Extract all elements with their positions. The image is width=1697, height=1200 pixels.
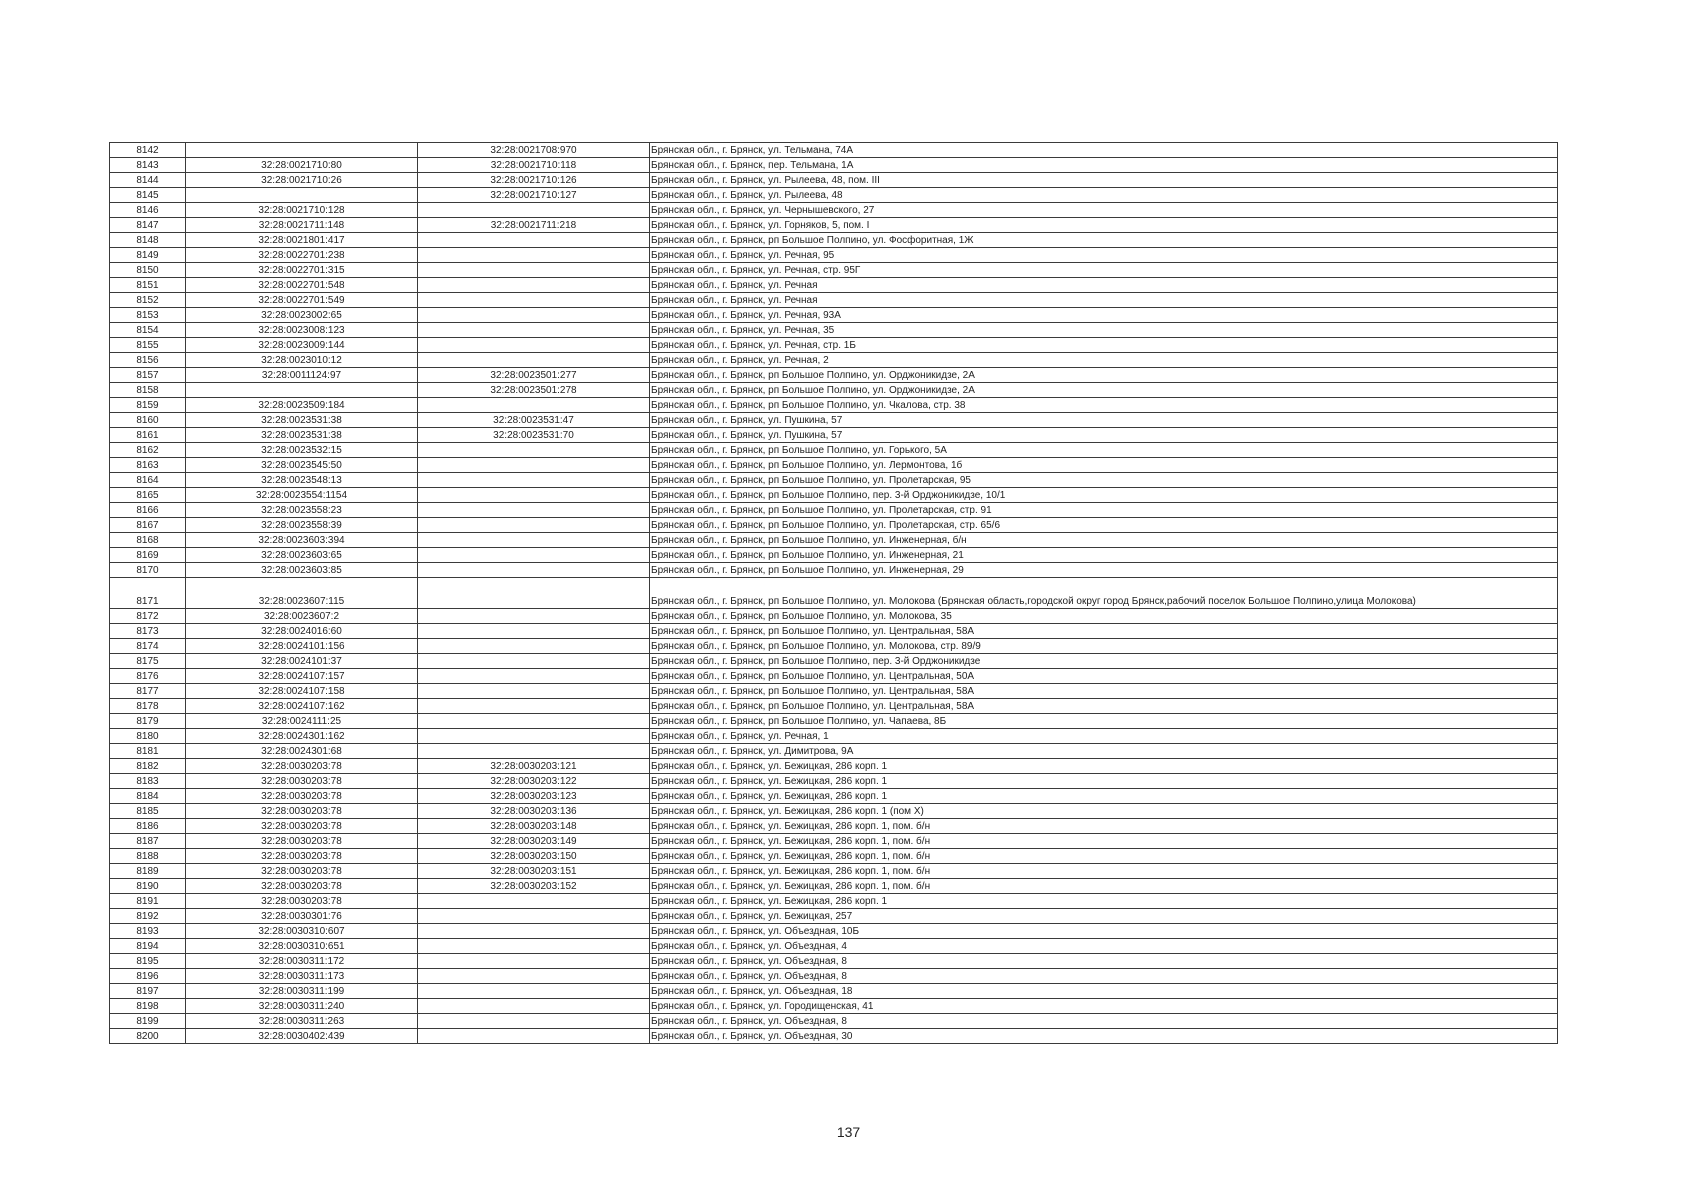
land-cadastral-number-cell: 32:28:0024301:162	[186, 729, 418, 744]
land-cadastral-number-cell: 32:28:0023531:38	[186, 428, 418, 443]
land-cadastral-number-cell: 32:28:0030311:172	[186, 954, 418, 969]
row-number-cell: 8180	[110, 729, 186, 744]
row-number-cell: 8155	[110, 338, 186, 353]
table-row	[110, 443, 1558, 458]
land-cadastral-number-cell	[186, 188, 418, 203]
land-cadastral-number-cell: 32:28:0021711:148	[186, 218, 418, 233]
land-cadastral-number-cell: 32:28:0021801:417	[186, 233, 418, 248]
address-cell: Брянская обл., г. Брянск, ул. Димитрова, 9А	[650, 744, 1558, 759]
address-cell: Брянская обл., г. Брянск, рп Большое Полпино, ул. Пролетарская, стр. 91	[650, 503, 1558, 518]
address-cell: Брянская обл., г. Брянск, рп Большое Полпино, ул. Молокова, 35	[650, 609, 1558, 624]
address-cell: Брянская обл., г. Брянск, ул. Чернышевского, 27	[650, 203, 1558, 218]
building-cadastral-number-cell	[418, 473, 650, 488]
address-cell: Брянская обл., г. Брянск, ул. Объездная, 30	[650, 1029, 1558, 1044]
row-number-cell: 8150	[110, 263, 186, 278]
building-cadastral-number-cell: 32:28:0023501:277	[418, 368, 650, 383]
row-number-cell: 8185	[110, 804, 186, 819]
table-row	[110, 308, 1558, 323]
address-cell: Брянская обл., г. Брянск, ул. Бежицкая, 286 корп. 1, пом. б/н	[650, 849, 1558, 864]
row-number-cell: 8142	[110, 143, 186, 158]
table-row	[110, 759, 1558, 774]
address-cell: Брянская обл., г. Брянск, рп Большое Полпино, ул. Инженерная, б/н	[650, 533, 1558, 548]
address-cell: Брянская обл., г. Брянск, ул. Речная, 1	[650, 729, 1558, 744]
building-cadastral-number-cell: 32:28:0023501:278	[418, 383, 650, 398]
building-cadastral-number-cell	[418, 1029, 650, 1044]
building-cadastral-number-cell: 32:28:0030203:136	[418, 804, 650, 819]
address-cell: Брянская обл., г. Брянск, рп Большое Полпино, пер. 3-й Орджоникидзе	[650, 654, 1558, 669]
building-cadastral-number-cell: 32:28:0030203:152	[418, 879, 650, 894]
building-cadastral-number-cell	[418, 458, 650, 473]
address-cell: Брянская обл., г. Брянск, рп Большое Полпино, ул. Центральная, 58А	[650, 624, 1558, 639]
building-cadastral-number-cell: 32:28:0030203:151	[418, 864, 650, 879]
address-cell: Брянская обл., г. Брянск, ул. Бежицкая, 286 корп. 1	[650, 774, 1558, 789]
building-cadastral-number-cell	[418, 984, 650, 999]
row-number-cell: 8149	[110, 248, 186, 263]
building-cadastral-number-cell	[418, 699, 650, 714]
row-number-cell: 8151	[110, 278, 186, 293]
building-cadastral-number-cell	[418, 488, 650, 503]
land-cadastral-number-cell: 32:28:0023002:65	[186, 308, 418, 323]
table-row	[110, 173, 1558, 188]
building-cadastral-number-cell	[418, 639, 650, 654]
land-cadastral-number-cell: 32:28:0024107:162	[186, 699, 418, 714]
row-number-cell: 8188	[110, 849, 186, 864]
address-cell: Брянская обл., г. Брянск, ул. Бежицкая, 257	[650, 909, 1558, 924]
row-number-cell: 8175	[110, 654, 186, 669]
row-number-cell: 8164	[110, 473, 186, 488]
address-cell: Брянская обл., г. Брянск, рп Большое Полпино, ул. Пролетарская, стр. 65/6	[650, 518, 1558, 533]
table-row	[110, 248, 1558, 263]
address-cell: Брянская обл., г. Брянск, рп Большое Полпино, пер. 3-й Орджоникидзе, 10/1	[650, 488, 1558, 503]
table-row	[110, 654, 1558, 669]
table-row	[110, 578, 1558, 609]
row-number-cell: 8197	[110, 984, 186, 999]
land-cadastral-number-cell: 32:28:0030203:78	[186, 819, 418, 834]
land-cadastral-number-cell: 32:28:0023554:1154	[186, 488, 418, 503]
row-number-cell: 8195	[110, 954, 186, 969]
land-cadastral-number-cell: 32:28:0023010:12	[186, 353, 418, 368]
building-cadastral-number-cell: 32:28:0030203:148	[418, 819, 650, 834]
building-cadastral-number-cell	[418, 969, 650, 984]
address-cell: Брянская обл., г. Брянск, рп Большое Полпино, ул. Инженерная, 29	[650, 563, 1558, 578]
address-cell: Брянская обл., г. Брянск, ул. Речная, стр. 95Г	[650, 263, 1558, 278]
row-number-cell: 8166	[110, 503, 186, 518]
building-cadastral-number-cell: 32:28:0030203:121	[418, 759, 650, 774]
land-cadastral-number-cell: 32:28:0030203:78	[186, 789, 418, 804]
address-cell: Брянская обл., г. Брянск, ул. Рылеева, 48	[650, 188, 1558, 203]
row-number-cell: 8169	[110, 548, 186, 563]
row-number-cell: 8199	[110, 1014, 186, 1029]
building-cadastral-number-cell	[418, 954, 650, 969]
land-cadastral-number-cell: 32:28:0030203:78	[186, 774, 418, 789]
table-row	[110, 218, 1558, 233]
land-cadastral-number-cell: 32:28:0024101:37	[186, 654, 418, 669]
land-cadastral-number-cell: 32:28:0023603:65	[186, 548, 418, 563]
row-number-cell: 8171	[110, 578, 186, 609]
table-row	[110, 939, 1558, 954]
address-cell: Брянская обл., г. Брянск, ул. Речная, 95	[650, 248, 1558, 263]
address-cell: Брянская обл., г. Брянск, ул. Речная, 93А	[650, 308, 1558, 323]
building-cadastral-number-cell	[418, 308, 650, 323]
land-cadastral-number-cell	[186, 383, 418, 398]
building-cadastral-number-cell	[418, 278, 650, 293]
table-row	[110, 804, 1558, 819]
building-cadastral-number-cell	[418, 443, 650, 458]
address-cell: Брянская обл., г. Брянск, рп Большое Полпино, ул. Орджоникидзе, 2А	[650, 368, 1558, 383]
row-number-cell: 8152	[110, 293, 186, 308]
table-row	[110, 428, 1558, 443]
table-row	[110, 203, 1558, 218]
address-cell: Брянская обл., г. Брянск, ул. Городищенская, 41	[650, 999, 1558, 1014]
building-cadastral-number-cell	[418, 624, 650, 639]
building-cadastral-number-cell	[418, 999, 650, 1014]
table-row	[110, 624, 1558, 639]
building-cadastral-number-cell	[418, 714, 650, 729]
row-number-cell: 8192	[110, 909, 186, 924]
address-cell: Брянская обл., г. Брянск, ул. Бежицкая, 286 корп. 1, пом. б/н	[650, 819, 1558, 834]
land-cadastral-number-cell: 32:28:0023603:85	[186, 563, 418, 578]
land-cadastral-number-cell: 32:28:0030311:173	[186, 969, 418, 984]
building-cadastral-number-cell	[418, 744, 650, 759]
row-number-cell: 8148	[110, 233, 186, 248]
table-row	[110, 729, 1558, 744]
table-row	[110, 999, 1558, 1014]
building-cadastral-number-cell	[418, 293, 650, 308]
row-number-cell: 8189	[110, 864, 186, 879]
building-cadastral-number-cell: 32:28:0023531:70	[418, 428, 650, 443]
table-row	[110, 383, 1558, 398]
table-row	[110, 699, 1558, 714]
table-row	[110, 849, 1558, 864]
address-cell: Брянская обл., г. Брянск, рп Большое Полпино, ул. Орджоникидзе, 2А	[650, 383, 1558, 398]
address-cell: Брянская обл., г. Брянск, рп Большое Полпино, ул. Лермонтова, 1б	[650, 458, 1558, 473]
table-row	[110, 924, 1558, 939]
land-cadastral-number-cell: 32:28:0030311:263	[186, 1014, 418, 1029]
row-number-cell: 8156	[110, 353, 186, 368]
table-row	[110, 233, 1558, 248]
table-row	[110, 188, 1558, 203]
table-row	[110, 984, 1558, 999]
table-row	[110, 954, 1558, 969]
page-number: 137	[836, 1124, 861, 1140]
building-cadastral-number-cell	[418, 533, 650, 548]
land-cadastral-number-cell: 32:28:0030402:439	[186, 1029, 418, 1044]
land-cadastral-number-cell: 32:28:0030203:78	[186, 864, 418, 879]
land-cadastral-number-cell: 32:28:0024016:60	[186, 624, 418, 639]
row-number-cell: 8158	[110, 383, 186, 398]
table-row	[110, 503, 1558, 518]
table-row	[110, 969, 1558, 984]
address-cell: Брянская обл., г. Брянск, рп Большое Полпино, ул. Молокова (Брянская область,городской округ город Брянск,рабочий поселок Большое Полпино,улица Молокова)	[650, 578, 1558, 609]
table-row	[110, 774, 1558, 789]
row-number-cell: 8187	[110, 834, 186, 849]
land-cadastral-number-cell: 32:28:0011124:97	[186, 368, 418, 383]
row-number-cell: 8159	[110, 398, 186, 413]
land-cadastral-number-cell: 32:28:0030203:78	[186, 879, 418, 894]
building-cadastral-number-cell	[418, 729, 650, 744]
land-cadastral-number-cell: 32:28:0022701:548	[186, 278, 418, 293]
address-cell: Брянская обл., г. Брянск, ул. Бежицкая, 286 корп. 1 (пом X)	[650, 804, 1558, 819]
building-cadastral-number-cell	[418, 909, 650, 924]
land-cadastral-number-cell: 32:28:0022701:238	[186, 248, 418, 263]
building-cadastral-number-cell: 32:28:0030203:122	[418, 774, 650, 789]
building-cadastral-number-cell	[418, 924, 650, 939]
row-number-cell: 8146	[110, 203, 186, 218]
row-number-cell: 8177	[110, 684, 186, 699]
row-number-cell: 8190	[110, 879, 186, 894]
building-cadastral-number-cell	[418, 609, 650, 624]
address-cell: Брянская обл., г. Брянск, ул. Объездная, 8	[650, 1014, 1558, 1029]
table-row	[110, 1014, 1558, 1029]
building-cadastral-number-cell	[418, 233, 650, 248]
row-number-cell: 8154	[110, 323, 186, 338]
row-number-cell: 8167	[110, 518, 186, 533]
land-cadastral-number-cell: 32:28:0024111:25	[186, 714, 418, 729]
table-row	[110, 909, 1558, 924]
row-number-cell: 8147	[110, 218, 186, 233]
table-row	[110, 488, 1558, 503]
table-row	[110, 894, 1558, 909]
row-number-cell: 8161	[110, 428, 186, 443]
address-cell: Брянская обл., г. Брянск, ул. Речная	[650, 278, 1558, 293]
table-row	[110, 353, 1558, 368]
table-row	[110, 789, 1558, 804]
row-number-cell: 8194	[110, 939, 186, 954]
table-row	[110, 323, 1558, 338]
row-number-cell: 8196	[110, 969, 186, 984]
building-cadastral-number-cell: 32:28:0021710:118	[418, 158, 650, 173]
address-cell: Брянская обл., г. Брянск, ул. Бежицкая, 286 корп. 1, пом. б/н	[650, 864, 1558, 879]
building-cadastral-number-cell: 32:28:0021708:970	[418, 143, 650, 158]
row-number-cell: 8170	[110, 563, 186, 578]
land-cadastral-number-cell: 32:28:0022701:315	[186, 263, 418, 278]
row-number-cell: 8145	[110, 188, 186, 203]
row-number-cell: 8165	[110, 488, 186, 503]
address-cell: Брянская обл., г. Брянск, ул. Бежицкая, 286 корп. 1	[650, 759, 1558, 774]
land-cadastral-number-cell: 32:28:0030203:78	[186, 804, 418, 819]
land-cadastral-number-cell: 32:28:0023558:23	[186, 503, 418, 518]
table-row	[110, 293, 1558, 308]
row-number-cell: 8182	[110, 759, 186, 774]
land-cadastral-number-cell: 32:28:0030310:651	[186, 939, 418, 954]
address-cell: Брянская обл., г. Брянск, рп Большое Полпино, ул. Инженерная, 21	[650, 548, 1558, 563]
table-row	[110, 548, 1558, 563]
row-number-cell: 8172	[110, 609, 186, 624]
row-number-cell: 8144	[110, 173, 186, 188]
land-cadastral-number-cell: 32:28:0030310:607	[186, 924, 418, 939]
address-cell: Брянская обл., г. Брянск, ул. Речная, 2	[650, 353, 1558, 368]
table-row	[110, 684, 1558, 699]
row-number-cell: 8193	[110, 924, 186, 939]
table-row	[110, 834, 1558, 849]
table-row	[110, 458, 1558, 473]
building-cadastral-number-cell	[418, 398, 650, 413]
land-cadastral-number-cell: 32:28:0023509:184	[186, 398, 418, 413]
building-cadastral-number-cell: 32:28:0021710:126	[418, 173, 650, 188]
row-number-cell: 8178	[110, 699, 186, 714]
land-cadastral-number-cell: 32:28:0024301:68	[186, 744, 418, 759]
building-cadastral-number-cell: 32:28:0030203:123	[418, 789, 650, 804]
building-cadastral-number-cell	[418, 263, 650, 278]
table-row	[110, 714, 1558, 729]
row-number-cell: 8184	[110, 789, 186, 804]
table-row	[110, 413, 1558, 428]
land-cadastral-number-cell: 32:28:0030203:78	[186, 849, 418, 864]
row-number-cell: 8174	[110, 639, 186, 654]
land-cadastral-number-cell: 32:28:0030203:78	[186, 894, 418, 909]
address-cell: Брянская обл., г. Брянск, ул. Пушкина, 57	[650, 428, 1558, 443]
address-cell: Брянская обл., г. Брянск, ул. Бежицкая, 286 корп. 1	[650, 894, 1558, 909]
table-row	[110, 639, 1558, 654]
land-cadastral-number-cell: 32:28:0023603:394	[186, 533, 418, 548]
building-cadastral-number-cell	[418, 654, 650, 669]
row-number-cell: 8157	[110, 368, 186, 383]
land-cadastral-number-cell: 32:28:0022701:549	[186, 293, 418, 308]
row-number-cell: 8181	[110, 744, 186, 759]
address-cell: Брянская обл., г. Брянск, ул. Объездная, 8	[650, 954, 1558, 969]
address-cell: Брянская обл., г. Брянск, ул. Тельмана, 74А	[650, 143, 1558, 158]
building-cadastral-number-cell: 32:28:0021711:218	[418, 218, 650, 233]
address-cell: Брянская обл., г. Брянск, рп Большое Полпино, ул. Горького, 5А	[650, 443, 1558, 458]
land-cadastral-number-cell: 32:28:0023531:38	[186, 413, 418, 428]
building-cadastral-number-cell: 32:28:0023531:47	[418, 413, 650, 428]
address-cell: Брянская обл., г. Брянск, ул. Объездная, 10Б	[650, 924, 1558, 939]
address-cell: Брянская обл., г. Брянск, рп Большое Полпино, ул. Центральная, 50А	[650, 669, 1558, 684]
table-row	[110, 744, 1558, 759]
building-cadastral-number-cell	[418, 353, 650, 368]
land-cadastral-number-cell: 32:28:0024101:156	[186, 639, 418, 654]
table-row	[110, 864, 1558, 879]
land-cadastral-number-cell: 32:28:0023532:15	[186, 443, 418, 458]
land-cadastral-number-cell: 32:28:0030311:199	[186, 984, 418, 999]
land-cadastral-number-cell: 32:28:0030203:78	[186, 759, 418, 774]
address-cell: Брянская обл., г. Брянск, ул. Речная, 35	[650, 323, 1558, 338]
table-row	[110, 263, 1558, 278]
address-cell: Брянская обл., г. Брянск, ул. Объездная, 8	[650, 969, 1558, 984]
land-cadastral-number-cell: 32:28:0023607:2	[186, 609, 418, 624]
land-cadastral-number-cell: 32:28:0023548:13	[186, 473, 418, 488]
address-cell: Брянская обл., г. Брянск, ул. Речная	[650, 293, 1558, 308]
property-registry-table	[109, 142, 1558, 1044]
address-cell: Брянская обл., г. Брянск, ул. Объездная, 4	[650, 939, 1558, 954]
building-cadastral-number-cell: 32:28:0021710:127	[418, 188, 650, 203]
table-row	[110, 879, 1558, 894]
table-row	[110, 533, 1558, 548]
building-cadastral-number-cell	[418, 203, 650, 218]
land-cadastral-number-cell: 32:28:0021710:128	[186, 203, 418, 218]
land-cadastral-number-cell: 32:28:0024107:157	[186, 669, 418, 684]
building-cadastral-number-cell	[418, 684, 650, 699]
row-number-cell: 8200	[110, 1029, 186, 1044]
land-cadastral-number-cell: 32:28:0023008:123	[186, 323, 418, 338]
row-number-cell: 8160	[110, 413, 186, 428]
land-cadastral-number-cell: 32:28:0023558:39	[186, 518, 418, 533]
building-cadastral-number-cell	[418, 669, 650, 684]
address-cell: Брянская обл., г. Брянск, ул. Бежицкая, 286 корп. 1	[650, 789, 1558, 804]
address-cell: Брянская обл., г. Брянск, ул. Рылеева, 48, пом. III	[650, 173, 1558, 188]
row-number-cell: 8143	[110, 158, 186, 173]
land-cadastral-number-cell: 32:28:0021710:26	[186, 173, 418, 188]
building-cadastral-number-cell: 32:28:0030203:149	[418, 834, 650, 849]
table-row	[110, 609, 1558, 624]
table-row	[110, 278, 1558, 293]
row-number-cell: 8186	[110, 819, 186, 834]
row-number-cell: 8191	[110, 894, 186, 909]
address-cell: Брянская обл., г. Брянск, ул. Пушкина, 57	[650, 413, 1558, 428]
land-cadastral-number-cell: 32:28:0023009:144	[186, 338, 418, 353]
building-cadastral-number-cell	[418, 894, 650, 909]
land-cadastral-number-cell: 32:28:0023545:50	[186, 458, 418, 473]
table-row	[110, 398, 1558, 413]
address-cell: Брянская обл., г. Брянск, рп Большое Полпино, ул. Чкалова, стр. 38	[650, 398, 1558, 413]
table-row	[110, 143, 1558, 158]
address-cell: Брянская обл., г. Брянск, ул. Бежицкая, 286 корп. 1, пом. б/н	[650, 834, 1558, 849]
address-cell: Брянская обл., г. Брянск, рп Большое Полпино, ул. Фосфоритная, 1Ж	[650, 233, 1558, 248]
building-cadastral-number-cell	[418, 578, 650, 609]
address-cell: Брянская обл., г. Брянск, ул. Горняков, 5, пом. I	[650, 218, 1558, 233]
table-row	[110, 1029, 1558, 1044]
building-cadastral-number-cell	[418, 518, 650, 533]
address-cell: Брянская обл., г. Брянск, рп Большое Полпино, ул. Центральная, 58А	[650, 684, 1558, 699]
land-cadastral-number-cell: 32:28:0023607:115	[186, 578, 418, 609]
table-row	[110, 563, 1558, 578]
land-cadastral-number-cell	[186, 143, 418, 158]
address-cell: Брянская обл., г. Брянск, ул. Речная, стр. 1Б	[650, 338, 1558, 353]
land-cadastral-number-cell: 32:28:0030311:240	[186, 999, 418, 1014]
table-row	[110, 473, 1558, 488]
address-cell: Брянская обл., г. Брянск, ул. Бежицкая, 286 корп. 1, пом. б/н	[650, 879, 1558, 894]
land-cadastral-number-cell: 32:28:0021710:80	[186, 158, 418, 173]
row-number-cell: 8183	[110, 774, 186, 789]
land-cadastral-number-cell: 32:28:0030301:76	[186, 909, 418, 924]
address-cell: Брянская обл., г. Брянск, пер. Тельмана, 1А	[650, 158, 1558, 173]
registry-table-body	[110, 143, 1558, 1044]
address-cell: Брянская обл., г. Брянск, рп Большое Полпино, ул. Центральная, 58А	[650, 699, 1558, 714]
building-cadastral-number-cell	[418, 939, 650, 954]
building-cadastral-number-cell	[418, 323, 650, 338]
row-number-cell: 8198	[110, 999, 186, 1014]
building-cadastral-number-cell	[418, 563, 650, 578]
building-cadastral-number-cell	[418, 548, 650, 563]
row-number-cell: 8153	[110, 308, 186, 323]
building-cadastral-number-cell	[418, 338, 650, 353]
address-cell: Брянская обл., г. Брянск, рп Большое Полпино, ул. Молокова, стр. 89/9	[650, 639, 1558, 654]
land-cadastral-number-cell: 32:28:0030203:78	[186, 834, 418, 849]
table-row	[110, 819, 1558, 834]
row-number-cell: 8173	[110, 624, 186, 639]
row-number-cell: 8179	[110, 714, 186, 729]
building-cadastral-number-cell	[418, 503, 650, 518]
table-row	[110, 338, 1558, 353]
row-number-cell: 8168	[110, 533, 186, 548]
table-row	[110, 158, 1558, 173]
table-row	[110, 368, 1558, 383]
address-cell: Брянская обл., г. Брянск, ул. Объездная, 18	[650, 984, 1558, 999]
address-cell: Брянская обл., г. Брянск, рп Большое Полпино, ул. Чапаева, 8Б	[650, 714, 1558, 729]
building-cadastral-number-cell	[418, 1014, 650, 1029]
land-cadastral-number-cell: 32:28:0024107:158	[186, 684, 418, 699]
building-cadastral-number-cell	[418, 248, 650, 263]
row-number-cell: 8176	[110, 669, 186, 684]
row-number-cell: 8163	[110, 458, 186, 473]
table-row	[110, 518, 1558, 533]
building-cadastral-number-cell: 32:28:0030203:150	[418, 849, 650, 864]
row-number-cell: 8162	[110, 443, 186, 458]
table-row	[110, 669, 1558, 684]
address-cell: Брянская обл., г. Брянск, рп Большое Полпино, ул. Пролетарская, 95	[650, 473, 1558, 488]
